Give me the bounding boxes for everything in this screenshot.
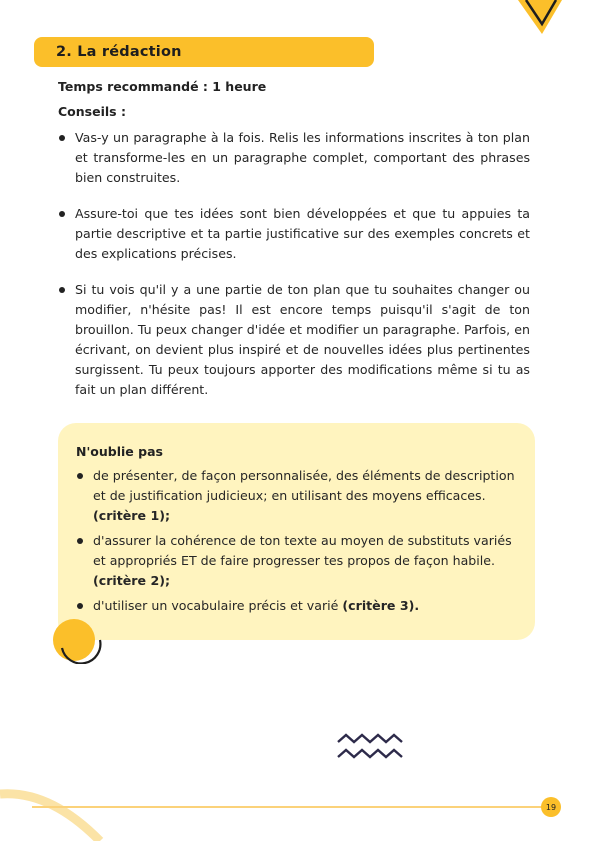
reminder-text: d'utiliser un vocabulaire précis et varié xyxy=(93,598,343,613)
bottom-curve-icon xyxy=(0,780,140,841)
footer-divider xyxy=(32,806,544,808)
reminder-item xyxy=(76,596,516,616)
criterion-label: (critère 1); xyxy=(93,508,171,523)
tip-item: Si tu vois qu'il y a une partie de ton plan que tu souhaites changer ou modifier, n'hésite pas! Il est encore temps puisqu'il s'agit de ton brouillon. Tu peux changer d'idée et modifier un paragraphe. Parfois, en écrivant, on devient plus inspiré et de nouvelles idées plus pertinentes surgissent. Tu peux toujours apporter des modifications même si tu as fait un plan différent. xyxy=(58,280,530,400)
criterion-label: (critère 3). xyxy=(342,598,420,613)
page-number-badge xyxy=(541,797,561,817)
section-header xyxy=(34,37,374,67)
reminder-list xyxy=(76,466,516,621)
tip-item: Vas-y un paragraphe à la fois. Relis les informations inscrites à ton plan et transforme-les en un paragraphe complet, comportant des phrases bien construites. xyxy=(58,128,530,188)
corner-triangle-icon xyxy=(518,0,562,34)
decorative-circle-icon xyxy=(50,618,104,664)
reminder-text: d'assurer la cohérence de ton texte au moyen de substituts variés et appropriés ET de faire progresser tes propos de façon habile. xyxy=(93,533,512,568)
page-number: 19 xyxy=(545,802,557,812)
recommended-time: Temps recommandé : 1 heure xyxy=(58,79,267,94)
tips-list xyxy=(58,128,530,416)
reminder-text: de présenter, de façon personnalisée, des éléments de description et de justification judicieux; en utilisant des moyens efficaces. xyxy=(93,468,515,503)
tip-item: Assure-toi que tes idées sont bien développées et que tu appuies ta partie descriptive et ta partie justificative sur des exemples concrets et des explications précises. xyxy=(58,204,530,264)
tips-heading: Conseils : xyxy=(58,104,126,119)
reminder-item xyxy=(76,531,516,591)
reminder-item xyxy=(76,466,516,526)
reminder-title: N'oublie pas xyxy=(76,444,163,459)
zigzag-icon xyxy=(336,733,406,761)
criterion-label: (critère 2); xyxy=(93,573,171,588)
section-title: 2. La rédaction xyxy=(56,44,182,60)
